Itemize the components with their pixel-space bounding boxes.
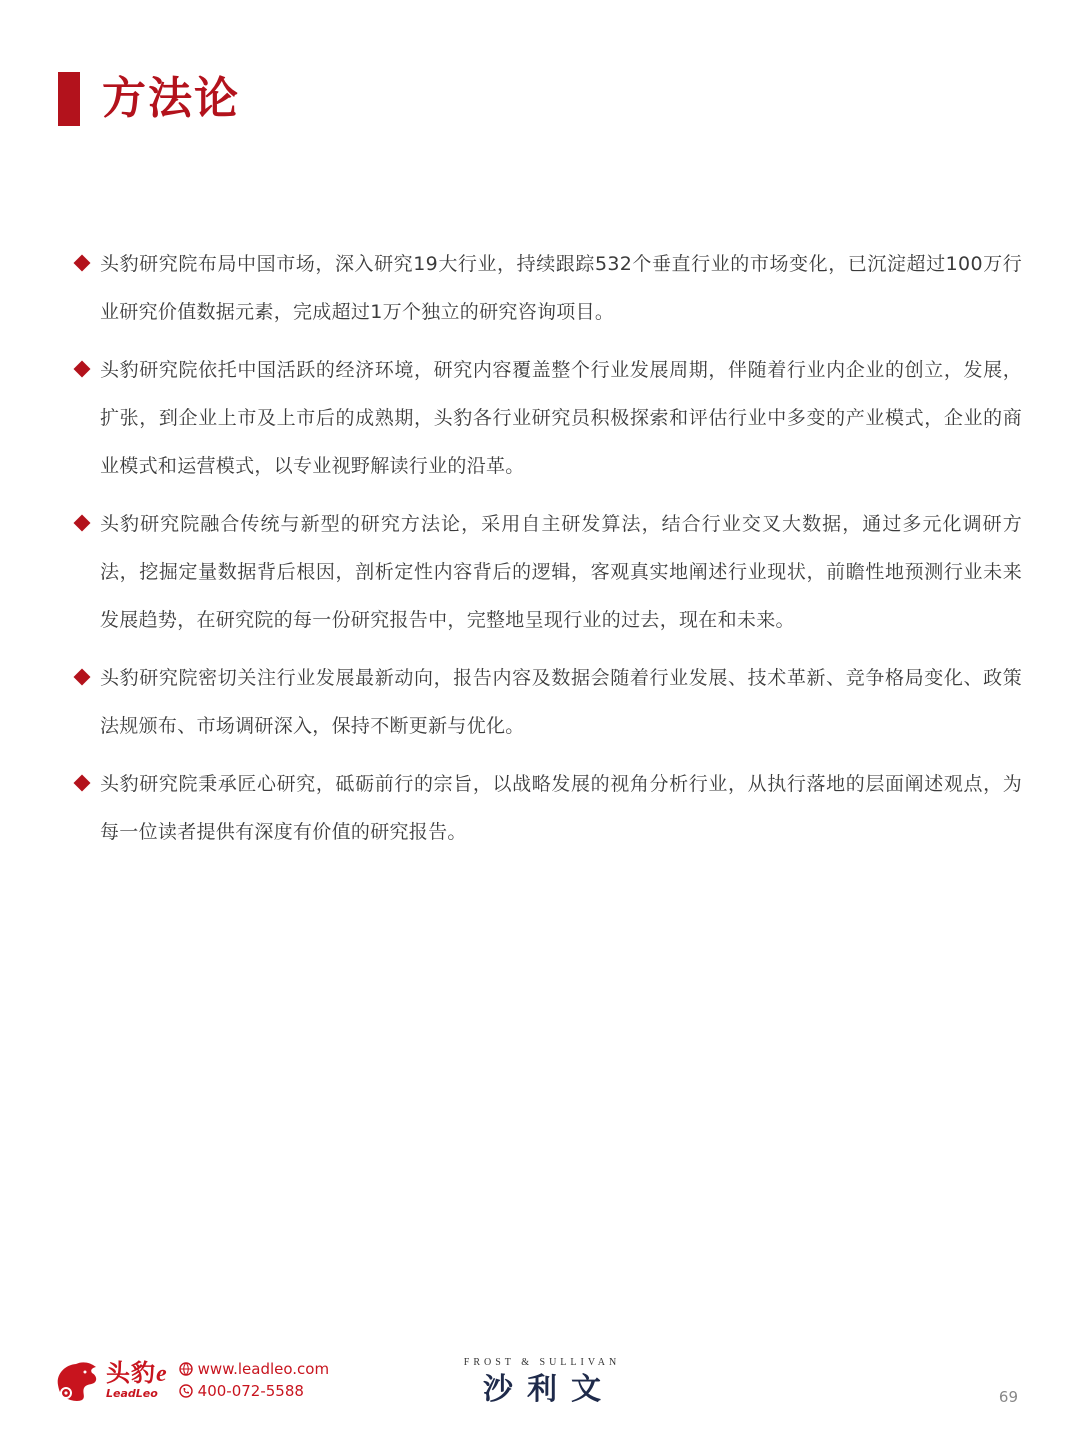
- bullet-list: [72, 240, 1022, 866]
- logo-e-text: e: [156, 1360, 168, 1387]
- title-accent-bar: [58, 72, 80, 126]
- list-item: [72, 760, 1022, 856]
- diamond-bullet-icon: [74, 361, 91, 378]
- logo-cn-text: 头豹: [106, 1358, 156, 1387]
- globe-icon: [178, 1361, 194, 1377]
- contact-info: [178, 1358, 329, 1402]
- diamond-bullet-icon: [74, 255, 91, 272]
- leadleo-brand: [52, 1352, 329, 1408]
- logo-wordmark: [106, 1360, 168, 1401]
- page-number: 69: [998, 1388, 1018, 1406]
- website-row[interactable]: [178, 1358, 329, 1380]
- bullet-text: 头豹研究院密切关注行业发展最新动向，报告内容及数据会随着行业发展、技术革新、竞争格局变化、政策法规颁布、市场调研深入，保持不断更新与优化。: [100, 667, 1022, 737]
- leopard-logo-icon: [52, 1355, 102, 1405]
- diamond-bullet-icon: [74, 669, 91, 686]
- page-header: [58, 72, 240, 126]
- phone-icon: [178, 1383, 194, 1399]
- diamond-bullet-icon: [74, 515, 91, 532]
- partner-en-text: FROST & SULLIVAN: [463, 1357, 621, 1368]
- list-item: [72, 346, 1022, 490]
- list-item: [72, 654, 1022, 750]
- logo-en-text: LeadLeo: [106, 1386, 158, 1400]
- list-item: [72, 500, 1022, 644]
- website-link[interactable]: www.leadleo.com: [197, 1360, 330, 1378]
- bullet-text: 头豹研究院秉承匠心研究，砥砺前行的宗旨，以战略发展的视角分析行业，从执行落地的层面阐述观点，为每一位读者提供有深度有价值的研究报告。: [100, 773, 1022, 843]
- bullet-text: 头豹研究院融合传统与新型的研究方法论，采用自主研发算法，结合行业交叉大数据，通过多元化调研方法，挖掘定量数据背后根因，剖析定性内容背后的逻辑，客观真实地阐述行业现状，前瞻性地预测行业未来发展趋势，在研究院的每一份研究报告中，完整地呈现行业的过去，现在和未来。: [100, 513, 1022, 631]
- phone-number: 400-072-5588: [197, 1382, 304, 1400]
- bullet-text: 头豹研究院布局中国市场，深入研究19大行业，持续跟踪532个垂直行业的市场变化，已沉淀超过100万行业研究价值数据元素，完成超过1万个独立的研究咨询项目。: [100, 253, 1022, 323]
- frost-sullivan-logo: [452, 1356, 632, 1408]
- phone-row: [178, 1380, 329, 1402]
- partner-cn-text: 沙利文: [483, 1372, 615, 1407]
- diamond-bullet-icon: [74, 775, 91, 792]
- list-item: [72, 240, 1022, 336]
- page-title: 方法论: [102, 73, 240, 124]
- bullet-text: 头豹研究院依托中国活跃的经济环境，研究内容覆盖整个行业发展周期，伴随着行业内企业的创立，发展，扩张，到企业上市及上市后的成熟期，头豹各行业研究员积极探索和评估行业中多变的产业模式，企业的商业模式和运营模式，以专业视野解读行业的沿革。: [100, 359, 1022, 477]
